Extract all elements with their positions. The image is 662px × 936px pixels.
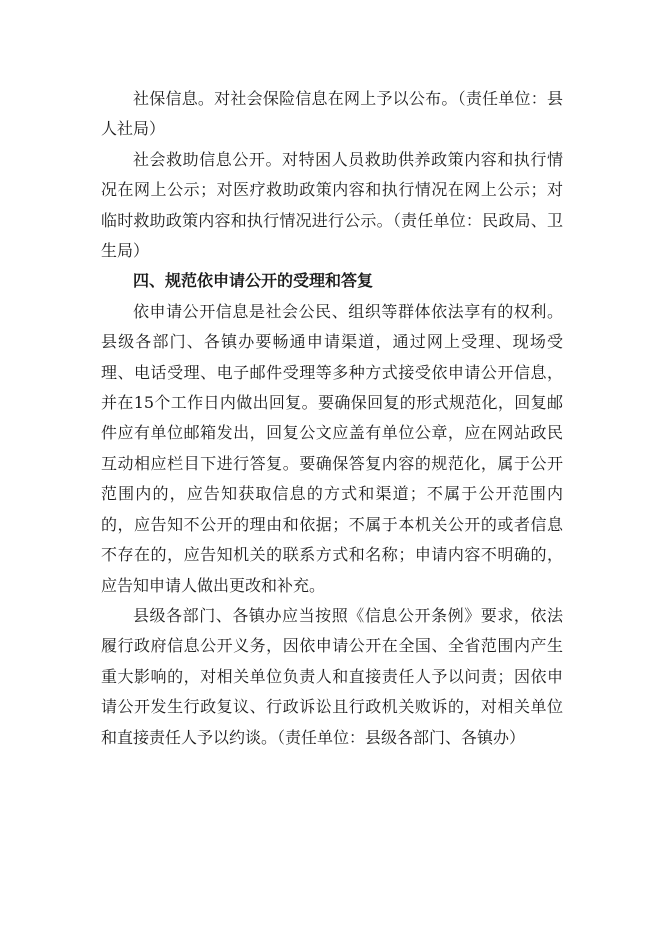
paragraph-accountability: 县级各部门、各镇办应当按照《信息公开条例》要求，依法履行政府信息公开义务，因依申请公开在全国、全省范围内产生重大影响的，对相关单位负责人和直接责任人予以问责；因依申请公开发生行政复议、行政诉讼且行政机关败诉的，对相关单位和直接责任人予以约谈。（责任单位：县级各部门、各镇办） — [101, 605, 563, 747]
paragraph-social-insurance: 社保信息。对社会保险信息在网上予以公布。（责任单位：县人社局） — [101, 89, 563, 139]
paragraph-application-disclosure: 依申请公开信息是社会公民、组织等群体依法享有的权利。县级各部门、各镇办要畅通申请渠道，通过网上受理、现场受理、电话受理、电子邮件受理等多种方式接受依申请公开信息，并在15个工作日内做出回复。要确保回复的形式规范化，回复邮件应有单位邮箱发出，回复公文应盖有单位公章，应在网站政民互动相应栏目下进行答复。要确保答复内容的规范化，属于公开范围内的，应告知获取信息的方式和渠道；不属于公开范围内的，应告知不公开的理由和依据；不属于本机关公开的或者信息不存在的，应告知机关的联系方式和名称；申请内容不明确的，应告知申请人做出更改和补充。 — [101, 301, 563, 595]
section-heading-4: 四、规范依申请公开的受理和答复 — [133, 271, 374, 291]
document-body — [101, 84, 563, 753]
paragraph-social-assistance: 社会救助信息公开。对特困人员救助供养政策内容和执行情况在网上公示；对医疗救助政策内容和执行情况在网上公示；对临时救助政策内容和执行情况进行公示。（责任单位：民政局、卫生局） — [101, 149, 563, 261]
